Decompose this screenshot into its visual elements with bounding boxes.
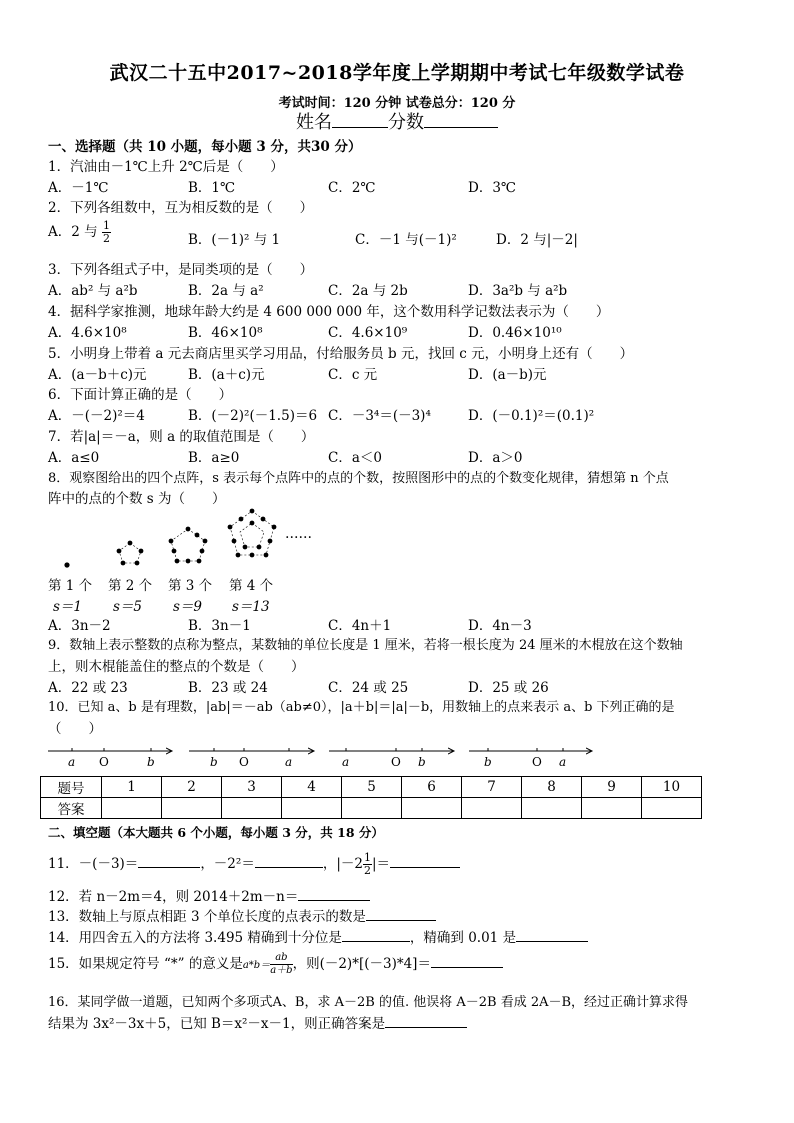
q10-stem-line1: 10．已知 a、b 是有理数，|ab|＝－ab（ab≠0），|a＋b|＝|a|－b，用数轴上的点来表示 a、b 下列正确的是 <box>48 700 675 715</box>
exam-title: 武汉二十五中2017~2018学年度上学期期中考试七年级数学试卷 <box>109 62 685 84</box>
header-cell-9: 9 <box>582 777 642 798</box>
q4-option-c: C．4.6×10⁹ <box>328 325 408 341</box>
number-line-b <box>189 748 314 769</box>
q8-option-d: D．4n－3 <box>468 618 532 634</box>
q15-expr: a*b＝ <box>242 960 271 971</box>
q3-option-c: C．2a 与 2b <box>328 283 408 299</box>
q8-option-c: C．4n＋1 <box>328 618 392 634</box>
q9-option-c: C．24 或 25 <box>328 680 409 696</box>
q14-part2: ，精确到 0.01 是 <box>409 930 517 946</box>
axis3-label-1: a <box>342 755 350 769</box>
answer-cell-3[interactable] <box>222 798 282 819</box>
pattern1-s: s＝1 <box>53 599 83 615</box>
answer-table-answer-row <box>41 798 702 819</box>
q1-option-a: A．－1℃ <box>48 180 109 196</box>
answer-cell-4[interactable] <box>282 798 342 819</box>
q6-stem: 6．下面计算正确的是（ ） <box>48 387 233 403</box>
answer-cell-5[interactable] <box>342 798 402 819</box>
header-cell-6: 6 <box>402 777 462 798</box>
axis2-label-3: a <box>285 755 293 769</box>
pattern1-dot <box>64 562 69 567</box>
q5-option-c: C．c 元 <box>328 367 378 383</box>
header-label-cell: 题号 <box>41 777 102 798</box>
pattern4-label: 第 4 个 <box>229 578 274 594</box>
q2-frac-den: 2 <box>102 232 110 245</box>
q2-option-a-text: A．2 与 <box>48 224 98 240</box>
score-label: 分数 <box>388 112 424 133</box>
axis3-label-3: b <box>418 755 426 769</box>
q6-option-b: B．(－2)²(－1.5)＝6 <box>188 408 318 424</box>
number-line-a <box>48 748 172 769</box>
axis1-label-2: O <box>99 755 109 769</box>
q2-stem: 2．下列各组数中，互为相反数的是（ ） <box>48 200 314 216</box>
axis2-label-1: b <box>210 755 218 769</box>
q1-stem: 1．汽油由－1℃上升 2℃后是（ ） <box>48 159 284 175</box>
answer-cell-7[interactable] <box>462 798 522 819</box>
q16-line1: 16．某同学做一道题，已知两个多项式A、B，求 A－2B 的值. 他误将 A－2B 看成 2A－B，经过正确计算求得 <box>48 995 689 1010</box>
q13 <box>48 905 436 925</box>
axis4-label-1: b <box>484 755 492 769</box>
q16-line2-text: 结果为 3x²－3x＋5，已知 B＝x²－x－1，则正确答案是 <box>48 1016 386 1032</box>
q11-frac-num: 1 <box>363 851 371 864</box>
axis1-label-3: b <box>147 755 155 769</box>
header-cell-10: 10 <box>642 777 702 798</box>
axis4-label-2: O <box>532 755 542 769</box>
q14-blank-2[interactable] <box>516 929 588 942</box>
name-score-row <box>0 108 794 134</box>
answer-cell-9[interactable] <box>582 798 642 819</box>
answer-table-header-row <box>41 777 702 798</box>
q3-option-a: A．ab² 与 a²b <box>48 283 138 299</box>
q3-option-d: D．3a²b 与 a²b <box>468 283 568 299</box>
number-line-c <box>329 748 454 769</box>
q11-frac-den: 2 <box>363 864 371 877</box>
exam-info: 考试时间：120 分钟 试卷总分：120 分 <box>278 96 516 111</box>
q1-option-b: B．1℃ <box>188 180 236 196</box>
pattern-ellipsis: …… <box>285 526 312 542</box>
q12 <box>48 885 370 905</box>
q14 <box>48 926 588 946</box>
score-blank[interactable] <box>424 109 498 128</box>
section2-heading: 二、填空题（本大题共 6 个小题，每小题 3 分，共 18 分） <box>48 825 384 840</box>
q2-option-a <box>48 220 111 245</box>
header-cell-7: 7 <box>462 777 522 798</box>
header-cell-2: 2 <box>162 777 222 798</box>
q6-option-d: D．(－0.1)²＝(0.1)² <box>468 408 595 424</box>
q15-fraction <box>270 952 292 977</box>
q14-blank-1[interactable] <box>342 929 410 942</box>
q2-option-c: C．－1 与(－1)² <box>355 232 457 248</box>
q4-option-d: D．0.46×10¹⁰ <box>468 325 562 341</box>
q8-stem-line2: 阵中的点的个数 s 为（ ） <box>48 491 226 507</box>
q15-frac-num: ab <box>270 952 292 965</box>
pattern3-label: 第 3 个 <box>168 578 213 594</box>
q11-fraction <box>363 852 372 877</box>
header-cell-4: 4 <box>282 777 342 798</box>
q15-frac-den: a＋b <box>270 965 293 976</box>
answer-table <box>40 776 702 819</box>
q11-part1: 11．－(－3)＝ <box>48 856 139 872</box>
q8-option-a: A．3n－2 <box>48 618 111 634</box>
pattern1-label: 第 1 个 <box>48 578 93 594</box>
q7-option-c: C．a＜0 <box>328 450 382 466</box>
q14-part1: 14．用四舍五入的方法将 3.495 精确到十分位是 <box>48 930 342 946</box>
q2-option-b: B．(－1)² 与 1 <box>188 232 281 248</box>
q11-part3: ，|－2 <box>322 856 363 872</box>
q10-stem-line2: （ ） <box>48 721 102 737</box>
q16-blank[interactable] <box>385 1015 467 1028</box>
q8-stem-line1: 8．观察图给出的四个点阵，s 表示每个点阵中的点的个数，按照图形中的点的个数变化规律，猜想第 n 个点 <box>48 471 669 486</box>
header-cell-1: 1 <box>102 777 162 798</box>
answer-cell-6[interactable] <box>402 798 462 819</box>
q2-fraction <box>102 220 111 245</box>
q5-option-a: A．(a－b＋c)元 <box>48 367 147 383</box>
q5-option-b: B．(a＋c)元 <box>188 367 265 383</box>
axis3-label-2: O <box>391 755 401 769</box>
q12-text: 12．若 n－2m＝4，则 2014＋2m－n＝ <box>48 889 299 905</box>
answer-cell-2[interactable] <box>162 798 222 819</box>
pattern3 <box>169 527 208 564</box>
q13-text: 13．数轴上与原点相距 3 个单位长度的点表示的数是 <box>48 909 366 925</box>
q8-option-b: B．3n－1 <box>188 618 251 634</box>
q1-option-c: C．2℃ <box>328 180 376 196</box>
q15-part1: 15．如果规定符号 “*” 的意义是 <box>48 956 243 972</box>
q9-option-b: B．23 或 24 <box>188 680 268 696</box>
answer-cell-10[interactable] <box>642 798 702 819</box>
q7-stem: 7．若|a|＝－a，则 a 的取值范围是（ ） <box>48 429 315 445</box>
axis4-label-3: a <box>559 755 567 769</box>
q6-option-c: C．－3⁴＝(－3)⁴ <box>328 408 431 424</box>
q15-blank[interactable] <box>431 955 503 968</box>
q9-stem-line2: 上，则木棍能盖住的整点的个数是（ ） <box>48 659 305 675</box>
q4-stem: 4．据科学家推测，地球年龄大约是 4 600 000 000 年，这个数用科学记数法表示为（ ） <box>48 304 610 320</box>
pattern4 <box>228 509 277 558</box>
q3-stem: 3．下列各组式子中，是同类项的是（ ） <box>48 262 314 278</box>
header-cell-3: 3 <box>222 777 282 798</box>
header-cell-5: 5 <box>342 777 402 798</box>
number-line-d <box>469 748 592 769</box>
q5-stem: 5．小明身上带着 a 元去商店里买学习用品，付给服务员 b 元，找回 c 元，小明身上还有（ ） <box>48 346 634 362</box>
q9-option-d: D．25 或 26 <box>468 680 549 696</box>
q1-option-d: D．3℃ <box>468 180 517 196</box>
q11 <box>48 852 460 877</box>
name-blank[interactable] <box>332 109 388 128</box>
pattern4-s: s＝13 <box>232 599 270 615</box>
header-cell-8: 8 <box>522 777 582 798</box>
q11-blank-1[interactable] <box>138 855 200 868</box>
pattern2-s: s＝5 <box>113 599 143 615</box>
q5-option-d: D．(a－b)元 <box>468 367 547 383</box>
q7-option-b: B．a≥0 <box>188 450 240 466</box>
q3-option-b: B．2a 与 a² <box>188 283 264 299</box>
pattern2-label: 第 2 个 <box>108 578 153 594</box>
q6-option-a: A．－(－2)²＝4 <box>48 408 145 424</box>
q9-option-a: A．22 或 23 <box>48 680 128 696</box>
q11-blank-3[interactable] <box>390 855 460 868</box>
q2-option-d: D．2 与|－2| <box>496 232 578 248</box>
axis2-label-2: O <box>239 755 249 769</box>
name-label: 姓名 <box>296 112 332 133</box>
q11-blank-2[interactable] <box>255 855 323 868</box>
q7-option-d: D．a＞0 <box>468 450 523 466</box>
q13-blank[interactable] <box>366 908 436 921</box>
q11-part2: ，－2²＝ <box>200 856 255 872</box>
q12-blank[interactable] <box>298 888 370 901</box>
q15-part2: ，则(－2)*[(－3)*4]＝ <box>292 956 431 972</box>
q11-part4: |＝ <box>371 856 391 872</box>
pattern2 <box>117 541 144 566</box>
q15 <box>48 952 503 977</box>
q4-option-a: A．4.6×10⁸ <box>48 325 127 341</box>
q2-frac-num: 1 <box>102 219 110 232</box>
q4-option-b: B．46×10⁸ <box>188 325 263 341</box>
answer-cell-1[interactable] <box>102 798 162 819</box>
answer-cell-8[interactable] <box>522 798 582 819</box>
section1-heading: 一、选择题（共 10 小题，每小题 3 分，共30 分） <box>48 139 362 155</box>
answer-label-cell: 答案 <box>41 798 102 819</box>
number-lines-figure <box>44 738 604 774</box>
q9-stem-line1: 9．数轴上表示整数的点称为整点，某数轴的单位长度是 1 厘米，若将一根长度为 24 厘米的木棍放在这个数轴 <box>48 638 683 653</box>
q16-line2 <box>48 1012 467 1032</box>
axis1-label-1: a <box>68 755 76 769</box>
pattern3-s: s＝9 <box>173 599 203 615</box>
q7-option-a: A．a≤0 <box>48 450 100 466</box>
